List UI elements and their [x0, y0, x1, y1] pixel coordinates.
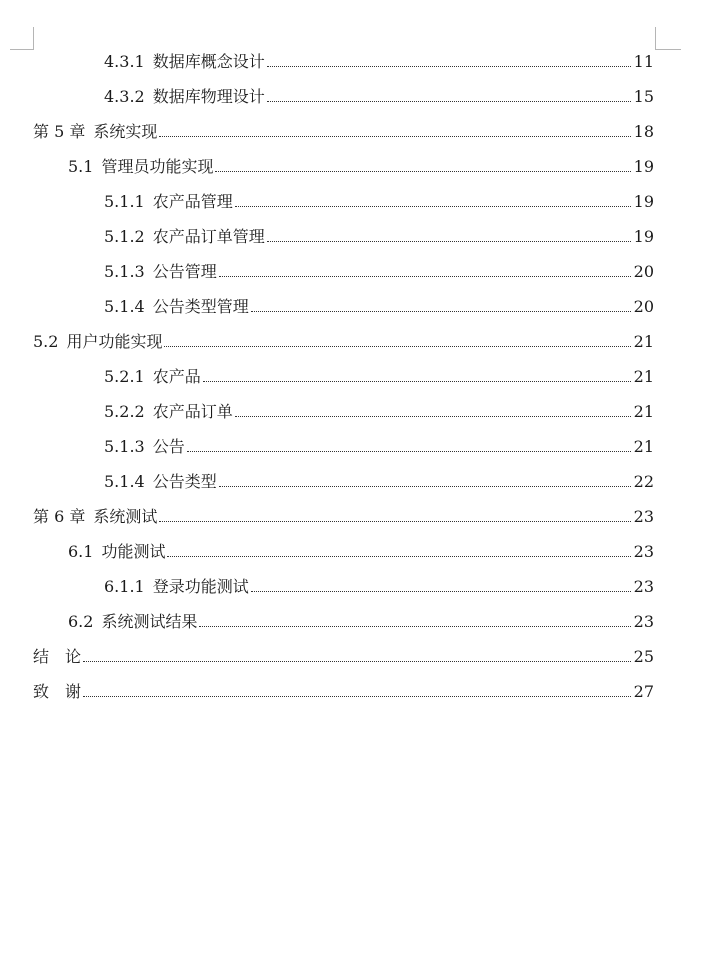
toc-entry-number: 5.2.1: [104, 367, 145, 386]
toc-entry-title: 农产品管理: [152, 192, 233, 211]
toc-entry-page-number: 20: [633, 262, 654, 281]
toc-entry-page-number: 23: [633, 612, 654, 631]
toc-entry-page-number: 15: [633, 87, 654, 106]
toc-entry-title: 公告类型: [152, 472, 217, 491]
toc-entry-page-number: 23: [633, 577, 654, 596]
dot-leader: [215, 171, 630, 172]
toc-entry[interactable]: [104, 254, 654, 289]
dot-leader: [219, 486, 631, 487]
toc-entry-number: 5.1.2: [104, 227, 145, 246]
toc-entry-number: 5.1: [68, 157, 94, 176]
toc-entry-title: 系统测试: [93, 507, 158, 526]
toc-entry-number: 致 谢: [33, 682, 82, 701]
toc-entry-number: 第 5 章: [33, 122, 86, 141]
toc-entry-number: 4.3.2: [104, 87, 145, 106]
toc-entry-title: 数据库物理设计: [152, 87, 265, 106]
toc-entry-title: 系统实现: [93, 122, 158, 141]
toc-entry-page-number: 21: [633, 367, 654, 386]
toc-entry-title: 公告管理: [152, 262, 217, 281]
toc-entry[interactable]: [104, 429, 654, 464]
dot-leader: [219, 276, 631, 277]
dot-leader: [159, 521, 630, 522]
toc-entry-title: 登录功能测试: [152, 577, 249, 596]
toc-entry-number: 6.1: [68, 542, 94, 561]
dot-leader: [267, 101, 631, 102]
dot-leader: [199, 626, 630, 627]
toc-entry[interactable]: [33, 674, 654, 709]
dot-leader: [251, 591, 631, 592]
toc-entry-number: 5.2: [33, 332, 59, 351]
toc-entry-page-number: 21: [633, 402, 654, 421]
toc-entry[interactable]: [33, 114, 654, 149]
toc-entry-number: 结 论: [33, 647, 82, 666]
toc-entry-number: 4.3.1: [104, 52, 145, 71]
toc-entry-title: 公告类型管理: [152, 297, 249, 316]
toc-entry-page-number: 19: [633, 157, 654, 176]
toc-entry-page-number: 27: [633, 682, 654, 701]
dot-leader: [235, 206, 631, 207]
toc-entry-page-number: 23: [633, 507, 654, 526]
toc-entry-number: 6.1.1: [104, 577, 145, 596]
margin-corner-mark-top-left: [10, 27, 34, 50]
toc-entry[interactable]: [104, 44, 654, 79]
dot-leader: [267, 241, 631, 242]
toc-entry-title: 管理员功能实现: [101, 157, 214, 176]
toc-entry-title: 系统测试结果: [101, 612, 198, 631]
toc-entry-title: 农产品订单: [152, 402, 233, 421]
toc-entry[interactable]: [68, 149, 654, 184]
toc-entry-number: 5.1.3: [104, 262, 145, 281]
toc-entry-number: 5.1.1: [104, 192, 145, 211]
toc-entry-title: 用户功能实现: [66, 332, 163, 351]
toc-entry-page-number: 21: [633, 332, 654, 351]
dot-leader: [267, 66, 631, 67]
toc-entry[interactable]: [68, 534, 654, 569]
toc-entry[interactable]: [104, 289, 654, 324]
toc-entry-title: 农产品订单管理: [152, 227, 265, 246]
toc-entry-page-number: 21: [633, 437, 654, 456]
margin-corner-mark-top-right: [655, 27, 681, 50]
toc-entry-title: 功能测试: [101, 542, 166, 561]
dot-leader: [203, 381, 631, 382]
dot-leader: [164, 346, 630, 347]
dot-leader: [83, 661, 631, 662]
toc-entry-page-number: 25: [633, 647, 654, 666]
toc-entry-page-number: 23: [633, 542, 654, 561]
toc-entry-page-number: 19: [633, 227, 654, 246]
dot-leader: [251, 311, 631, 312]
dot-leader: [187, 451, 631, 452]
toc-entry[interactable]: [33, 639, 654, 674]
toc-entry-number: 5.1.3: [104, 437, 145, 456]
toc-entry-title: 数据库概念设计: [152, 52, 265, 71]
toc-entry[interactable]: [104, 219, 654, 254]
toc-entry-title: 公告: [152, 437, 185, 456]
toc-entry-page-number: 20: [633, 297, 654, 316]
toc-entry[interactable]: [104, 79, 654, 114]
toc-entry-number: 5.1.4: [104, 472, 145, 491]
toc-entry[interactable]: [104, 569, 654, 604]
toc-entry-page-number: 11: [633, 52, 654, 71]
toc-entry-page-number: 18: [633, 122, 654, 141]
toc-entry-page-number: 22: [633, 472, 654, 491]
dot-leader: [167, 556, 630, 557]
toc-entry[interactable]: [33, 499, 654, 534]
toc-entry-number: 5.1.4: [104, 297, 145, 316]
toc-entry[interactable]: [68, 604, 654, 639]
dot-leader: [159, 136, 630, 137]
toc-entry[interactable]: [104, 359, 654, 394]
toc-entry-number: 5.2.2: [104, 402, 145, 421]
toc-entry[interactable]: [104, 184, 654, 219]
toc-entry[interactable]: [104, 464, 654, 499]
toc-entry-title: 农产品: [152, 367, 201, 386]
toc-entry-number: 第 6 章: [33, 507, 86, 526]
toc-entry[interactable]: [104, 394, 654, 429]
toc-entry[interactable]: [33, 324, 654, 359]
dot-leader: [235, 416, 631, 417]
dot-leader: [83, 696, 631, 697]
toc-entry-page-number: 19: [633, 192, 654, 211]
toc-entry-number: 6.2: [68, 612, 94, 631]
